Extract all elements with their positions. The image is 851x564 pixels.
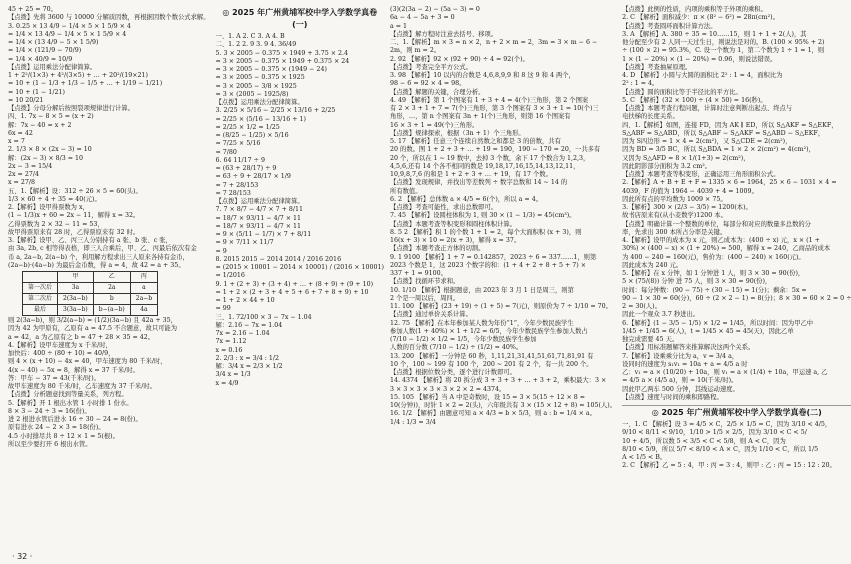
answer-line: 20 个，所以在 1 ~ 19 数中，去掉 3 个数，余下 17 个数合为 1,2,3， <box>390 154 590 162</box>
answer-line: = 7 28/153 <box>215 189 251 197</box>
answer-line: 4.【解析】设甲的成本为 x 元，则乙成本为：(400 ÷ x) 元，x × (1 + <box>622 237 820 244</box>
answer-line: 原有进水 24 − 2 × 3 = 18(份)。 <box>8 424 105 432</box>
answer-line: 【点拨】解题的关键，合理分析。 <box>390 88 485 96</box>
answer-line: 四、1. 7x − 8 × 5 = (x + 2) <box>8 113 94 121</box>
answer-line: = 2/25 × (5/16 − 13/16 + 1) <box>215 115 306 123</box>
answer-line: x = 4/9 <box>215 379 239 387</box>
answer-line: 因此阴影部分面积为 3.2 cm²。 <box>622 162 712 170</box>
answer-line: 2. 1/3 × 8 × (2x − 3) = 10 <box>8 146 92 154</box>
answer-line: 4. D 【解析】小圆与大圆的面积比 2² : 1 = 4，面积比为 <box>622 72 783 79</box>
table-cell: 2(3a−b) <box>58 294 94 305</box>
answer-line: 2² : 1 = 4。 <box>622 80 659 88</box>
section-title-exam-1: ◎ 2025 年广州黄埔军校中学入学数学真卷(一) <box>222 8 378 29</box>
answer-line: 9. 1 + (2 + 3) + (3 + 4) + … + (8 + 9) + (9 + 10) <box>215 280 374 288</box>
answer-line: 6a − 4 − 5a + 3 = 0 <box>390 14 455 22</box>
table-row <box>23 294 158 305</box>
answer-line: 【点拨】运用乘法分配律简算。 <box>8 63 97 71</box>
answer-line: 1/3 × 60 ÷ 4 + 35 = 40(元)。 <box>8 195 101 203</box>
answer-line: 故甲车速度为 80 千米/时，乙车速度为 37 千米/时。 <box>8 383 156 390</box>
answer-line: 【点拨】先将 3600 与 10000 分解质因数，再根据因数个数公式求解。 <box>8 14 210 22</box>
answer-line: 7x = 2.16 − 1.04 <box>215 330 270 337</box>
answer-line: 5. C 【解析】(32 × 100) ÷ (4 × 50) = 16(秒)。 <box>622 96 767 104</box>
table-cell: b−(a−b) <box>93 305 130 316</box>
answer-line: 【点拨】本题考查行程问题，计算时注意判断出起点、终点与 <box>622 105 793 112</box>
answer-line: 一、1. A 2. C 3. A 4. B <box>215 33 285 40</box>
answer-line: 【点拨】分析题意找到等量关系，列方程。 <box>8 391 128 399</box>
answer-line: 【点拨】考查圆环面积计算方法。 <box>622 22 717 30</box>
table-cell: 第二次后 <box>23 294 58 305</box>
answer-line: = 9 × 7/11 × 11/7 <box>215 239 274 247</box>
answer-line: 3 × 3 × 3 × 3 × 3 × 2 × 2 = 4374。 <box>390 385 506 393</box>
answer-line: 4,5,6,还有 14 个各不相同的数是 19,18,17,16,15,14,13,12,11， <box>390 162 580 170</box>
answer-line: 时间：每分钟数：(90 − 75) ÷ (30 − 15) = 1(分)；剩余：5x ≈ <box>622 286 807 294</box>
answer-line: 5 × (75/(8)) 分钟 进 75 人，则 3 × 30 = 90(份)， <box>622 278 772 286</box>
answer-line: 2. 92 【解析】92 × (92 + 90) ÷ 4 = 92(个)。 <box>390 55 529 63</box>
answer-line: 1 × (1 − 20%) × (1 − 20%) = 0.96，则说法错误。 <box>622 55 777 63</box>
answer-line: 9/10 < 8/11 < 9/10，1/10 > 1/5 × 2/5，因为 3/10 < C < 5/ <box>622 429 807 437</box>
page-number: · 32 · <box>12 552 33 561</box>
answer-line: 5. 17 【解析】任意三个连续自然数之和都是 3 的倍数，共有 <box>390 138 561 145</box>
answer-line: 【点拨】考查完全平方公式。 <box>390 63 472 71</box>
table-cell: 2a−b <box>130 294 157 305</box>
table-cell: 3(3a−b) <box>58 305 94 316</box>
answer-line: ÷ (100 × 2) = 95.3%，C. 设一个数为 1，第二个数为 1 ÷ 1 = 1，则 <box>622 47 825 55</box>
answer-line: 2.【解析】设甲得票数为 x， <box>8 204 89 211</box>
answer-line: 因为 42 为甲原有，乙原有 a = 47.5 不合题意，故只可能为 <box>8 325 178 333</box>
answer-line: 1 + 2²/(1×3) + 4²/(3×5) + … + 20²/(19×21) <box>8 72 149 79</box>
answer-line: 二、1.【解析】m × 3 = n × 2，n + 2 × m = 2，3m = 3 × m − 6 − <box>390 39 598 46</box>
answer-line: 又因为 S△AFD = 8 × 1/(1+3) = 2(cm²)， <box>622 154 750 162</box>
answer-line: 有 2 × 3 + 1 + 7 = 7(个)三角形，第 3 个图案有 3 × 3 + 1 = 10(个)三 <box>390 105 599 112</box>
answer-line: 故书店原来有(从小麦数学)1200 本。 <box>622 212 727 220</box>
answer-line: 6. 2 【解析】总体数 a × 4/5 = 6(个)，所以 a = 4。 <box>390 195 543 203</box>
answer-line: 电扶梯的长度关系。 <box>622 113 679 121</box>
answer-line: 3. 2/25 × 5/16 − 2/25 × 13/16 + 2/25 <box>215 107 336 115</box>
answer-line: = 1/4 × 13 4/9 − 1/4 × 5 × 1 5/9 × 4 <box>8 30 127 38</box>
table-row <box>23 283 158 294</box>
table-cell: 第一次后 <box>23 283 58 294</box>
answer-line: 设同时的速度为 s₁v₁ = 10a + a = 4/5 a 时 <box>622 360 748 368</box>
answer-line: 4.5 小时排尽共 8 ÷ 12 × 1 = 5(根)。 <box>8 432 119 440</box>
answer-line: 所有数值。 <box>390 187 422 195</box>
answer-line: = 7 + 28/153 <box>215 181 259 189</box>
answer-line: = (8/25 − 1/25) × 5/16 <box>215 132 289 139</box>
answer-line: x = 7 <box>8 138 25 145</box>
answer-line: 因此一个观众 3.7 秒进出。 <box>622 311 700 319</box>
answer-line: 6.【解析】(1 − 3/5 − 1/5) × 1/2 = 1/45，所以时间：因为甲乙中 <box>622 319 814 327</box>
answer-line: 16(x + 3) × 10 = 2(x + 3)，解得 x = 37。 <box>390 237 521 244</box>
answer-line: = 3 × 2005 − 0.375 × 1925 <box>215 74 305 82</box>
answer-line: 10 + 4/5，所以数 5 < 3/5 < C < 5/8，则 A < C，因为 <box>622 437 786 445</box>
table-cell: 最后 <box>23 305 58 316</box>
answer-line: (7/10 − 1/2) × 1/2 = 1/5，今年少数民族学生参加 <box>390 336 537 343</box>
answer-line: = (63 + 28/17) ÷ 9 <box>215 165 277 172</box>
answer-line: 5.【解析】在 x 分钟，如 1 分钟进 1 人，则 3 × 30 = 90(份)， <box>622 270 805 277</box>
answer-line: = 9 <box>215 247 227 255</box>
column-2 <box>216 6 385 548</box>
answer-line: 【点拨】此例的性质，内项的乘积等于外项的乘积。 <box>622 6 767 13</box>
answer-line: 【点拨】根据位数分类，逐个进行计数即可。 <box>390 369 516 376</box>
table-header-cell: 丙 <box>130 272 157 283</box>
column-4 <box>622 6 851 548</box>
answer-line: 2 个是一周以后，周四。 <box>390 294 459 302</box>
answer-line: = 1/2016 <box>215 272 245 280</box>
answer-line: 2x = 27/4 <box>8 171 39 178</box>
answer-line: 7. 45 【解析】设圆柱体积为 1, 则 30 × (1 − 1/3) = 45(cm³)。 <box>390 212 576 220</box>
answer-line: = 1 + 2 × (2 + 3 + 4 + 5 + 6 + 7 + 8 + 9) + 10 <box>215 288 369 296</box>
answer-line: 10 个，100 ~ 199 有 100 个，200 ~ 201 有 2 个，有一共 200 个。 <box>390 360 593 368</box>
answer-line: 1/4 : 1/3 = 3/4 <box>390 418 436 426</box>
answer-line: = 3 × 2005 − 0.375 × 1949 + 0.375 × 24 <box>215 57 350 65</box>
answer-line: a = 1 <box>390 22 408 30</box>
answer-line: = 63 ÷ 9 + 28/17 × 1/9 <box>215 173 291 181</box>
table-cell: a <box>130 283 157 294</box>
answer-line: 12. 75 【解析】在本年参加某人数为年份“1”，今年少数民族学生 <box>390 319 574 327</box>
answer-line: = 99 <box>215 305 231 313</box>
table-cell: 3a <box>58 283 94 294</box>
answer-line: = 7/25 × 5/16 <box>215 140 261 148</box>
answer-line: 【点拨】发现规律，并找出等差数列 ÷ 数字总数和 14 ~ 14 的 <box>390 179 568 187</box>
answer-line: 加快后：400 ÷ (80 + 10) = 40/9， <box>8 350 115 357</box>
answer-line: 2. 2/3 : x = 3/4 : 1/2 <box>215 354 279 362</box>
answer-line: 【点拨】找循环节求和。 <box>390 278 460 286</box>
answer-line: 10(分钟))，时针 1 × 2 = 2(头)，六年级共有 3 × (15 × 12 + 8) = 105(人)。 <box>390 402 617 409</box>
answer-line: 3.【解析】设甲、乙、丙三人分别持有 a 张、b 张、c 张， <box>8 237 172 244</box>
answer-line: 解：(2x − 3) × 8/3 = 10 <box>8 154 84 162</box>
answer-line: (3)(2(3a − 2) − (5a − 3) = 0 <box>390 6 480 13</box>
answer-line: 2023 个数是 1，这 2023 个数字的和：(1 + 4 + 2 + 8 + 5 + 7) × <box>390 261 586 269</box>
answer-line: 【点拨】明确计算一个整数的单位，每部分和对应的数量多总数的分 <box>622 220 811 228</box>
answer-line: 解：3/4 x = 2/3 × 1/2 <box>215 363 283 370</box>
answer-line: = 1/4 × (121/9 − 70/9) <box>8 47 82 55</box>
answer-line: = 1 + 2 × 44 + 10 <box>215 297 275 304</box>
answer-line: 11. 100 【解析】(23 + 19) ÷ (1 + 5) = 7(元)，则原价为 7 ÷ 1/10 = 70。 <box>390 303 612 310</box>
answer-line: 5.【解析】开 1 根出水管 1 小时排 1 份水。 <box>8 399 133 407</box>
answer-line: A < 1/5 < B。 <box>622 454 667 461</box>
answer-line: 故甲得票原来有 28 时，乙得票原来有 32 时。 <box>8 228 140 236</box>
answer-line: = 3 × (2005 − 1925/8) <box>215 90 289 98</box>
answer-line: 4.【解析】设甲车速度为 x 千米/时， <box>8 341 112 349</box>
answer-line: 8. 2015 2015 − 2014 2014 / 2016 2016 <box>215 255 342 263</box>
answer-line: 7x = 1.12 <box>215 338 247 346</box>
answer-line: 进 2 根进水管后进水 16 ÷ 30 − 24 = 8(份)。 <box>8 416 142 423</box>
answer-line: 参加人数(1 + 40%) × 1 + 1/2 = 6/5，今年少数民族学生参加人数占 <box>390 327 588 335</box>
answer-line: 16 × 3 + 1 = 49(个)三角形。 <box>390 121 479 129</box>
section-title-exam-2: ◎ 2025 年广州黄埔军校中学入学数学真卷(二) <box>622 405 851 419</box>
gold-coins-table <box>22 271 158 316</box>
answer-line: 2.【解析】A + B + E + F = 1335 × 6 = 1964，25 × 6 − 1031 × 4 = <box>622 179 837 187</box>
answer-line: = 4/5 a × (4/5 a)，则 ≈ 10(千米/时)。 <box>622 377 738 385</box>
answer-line: 20 的数。图 1 + 2 + 3 + … + 19 = 190，190 − 170 = 20，一共多有 <box>390 146 601 154</box>
answer-line: 【点拨】圆的面积比等于半径比的平方比。 <box>622 88 742 96</box>
answer-line: 【点拨】通过单价关系计算。 <box>390 311 472 319</box>
answer-line: 4039，F 的值为 1964 − 4039 + 4 = 1009。 <box>622 187 758 195</box>
answer-line: 则 2(3a−b)，则 3/2(a−b) = (1/2)(3a−b) 且 42a + 35， <box>8 317 177 324</box>
answer-line: 因此甲乙两车 500 分钟，其线运动速度。 <box>622 385 739 393</box>
answer-line: 9. 1 9100 【解析】1 + 7 = 0.142857，2023 ÷ 6 = 337……1，则第 <box>390 253 597 261</box>
answer-line: 【点拨】分母分解后按照裂项规律进行计算。 <box>8 105 134 112</box>
answer-line: 【点拨】本题考查正方体的切割。 <box>390 245 485 253</box>
answer-line: 则 4 × (x + 10) − 4x = 40，甲车速度为 80 千米/时， <box>8 358 167 366</box>
answer-line: 四、1.【解析】如图，连接 FD，因为 AK ∥ ED，所以 S△AKF = S△EKF， <box>622 121 838 129</box>
table-row <box>23 305 158 316</box>
answer-line: = 10 + (1 − 1/3 + 1/3 − 1/5 + … + 1/19 − 1/21) <box>8 80 163 88</box>
answer-line: = (2015 × 10001 − 2014 × 10001) / (2016 × 10001) <box>215 264 385 271</box>
answer-line: 3.【解析】300 × (2/3 − 3/5) = 1200(本)。 <box>622 204 752 211</box>
answer-line: 因此所有点的平均数为 1009 × 75。 <box>622 195 727 203</box>
answer-line: = 3 × 2005 − 3/8 × 1925 <box>215 82 297 90</box>
answer-line: 1/45 + 1/45 = 6(人)，t = 1/45 × 45 = 45(天)，因此乙单 <box>622 327 794 335</box>
answer-line: 2. C 【解析】面积减少：π × (8² − 6²) = 28π(cm²)。 <box>622 14 779 22</box>
answer-line: x = 0.16 <box>215 346 243 354</box>
answer-line: S△ABF = S△ABD，所以 S△ABF − S△AKF = S△ABD − S△EKF， <box>622 129 825 137</box>
answer-line: 4. 49 【解析】第 1 个图案有 1 + 3 + 4 = 4(个)三角形，第 2 个图案 <box>390 96 589 104</box>
answer-line: 2m，则 m = 2。 <box>390 47 441 55</box>
answer-line: 13. 200 【解析】一分钟是 60 秒，1,11,21,31,41,51,61,71,81,91 有 <box>390 352 594 360</box>
answer-line: 率，先求出 300 本所占分率是关键。 <box>622 228 727 236</box>
answer-line: 一、1. C 【解析】设 3 = 4/5 × C，2/5 × 1/5 = C，因为 3/10 < 4/5， <box>622 421 832 428</box>
answer-line: 3. 0.25 × 13 4/9 − 1/4 × 5 × 1 5/9 × 4 <box>8 22 131 30</box>
answer-line: = 3 × 2005 − 0.375 × (1949 − 24) <box>215 66 327 73</box>
answer-line: = 7/80 <box>215 148 237 156</box>
answer-line: 【点拨】规律探索，根据（3n + 1）个三角形。 <box>390 129 525 137</box>
answer-line: 乙得票数为 2 × 32 − 11 = 53， <box>8 220 104 228</box>
answer-line: 6. 64 11/17 ÷ 9 <box>215 156 265 164</box>
answer-line: 因此成本为 240 元。 <box>622 261 683 269</box>
answer-line: = 10 20/21 <box>8 96 44 104</box>
answer-line: = 18/7 × 93/11 − 4/7 × 11 <box>215 222 302 230</box>
answer-line: 因为 S四边形 = 1 × 4 = 2(cm²)，又 S△CDE = 2(cm²)， <box>622 138 792 145</box>
answer-line: 五、1.【解析】设：312 ÷ 26 × 5 = 60(头)。 <box>8 187 142 195</box>
answer-line: 90 − 1 × 30 = 60(分)，60 ÷ (2 × 2 − 1) = 8(分)；8 × 30 = 60 × 2 = 0 ÷ <box>622 294 851 302</box>
answer-line: 【点拨】本题考查等积变形和圆柱体积计算。 <box>390 220 516 228</box>
answer-line: 【点拨】速度与时间的乘积即路程。 <box>622 393 723 401</box>
answer-line: 因为 BD = 3/5 BC，所以 S△BDA = 1 × 2 × 2(cm²) = 4(cm²)， <box>622 146 815 154</box>
answer-line: 98 − 6 = 92 × 4 = 98。 <box>390 80 466 88</box>
answer-line: (2a−b)·(4a−b) 为最后金币数，得 a = 4，故 42 = a + 35。 <box>8 261 185 269</box>
answer-line: 三、1. 72/100 × 3 − 7x − 1.04 <box>215 313 312 321</box>
answer-line: 3. A 【解析】A. 380 ÷ 35 = 10……15，则 1 + 1 + 2(人)，其 <box>622 30 807 38</box>
answer-line: x = 27/8 <box>8 179 35 187</box>
answer-line: 【点拨】运用乘法分配律简算。 <box>215 99 304 106</box>
answer-line: 所以至少要打开 6 根出水管。 <box>8 440 92 448</box>
answer-line: 3. 98 【解析】10 以内的合数是 4,6,8,9,9 和 8 这 9 和 4 两个， <box>390 72 575 79</box>
answer-line: 15. 105 【解析】当 A 中是奇数时，设 15 = 3 × 5(15 ÷ 12 × 8 = <box>390 393 586 401</box>
answer-line: 【点拨】考查可能性，求出总数即可。 <box>390 204 498 211</box>
answer-line: = 1/4 × (13 4/9 − 5 × 1 5/9) <box>8 39 99 46</box>
answer-line: 解：2.16 − 7x = 1.04 <box>215 321 283 329</box>
answer-line: 7.【解析】设乘乘分比为 a，v = 3/4 a， <box>622 352 739 360</box>
answer-line: (1 − 1/3)x + 60 = 2x − 11，解得 x = 32。 <box>8 212 140 220</box>
answer-line: 5. 3 × 2005 − 0.375 × 1949 + 3.75 × 2.4 <box>215 49 349 57</box>
answer-line: 2. C 【解析】乙 = 5 : 4，甲 : 丙 = 3 : 4，则甲 : 乙 : 丙 = 15 : 12 : 20。 <box>622 462 836 470</box>
answer-line: 独完成需要 45 天。 <box>622 336 679 343</box>
answer-line: = 2/25 × 1/2 = 1/25 <box>215 123 280 131</box>
answer-line: 【点拨】用标准题解答来推算解决这两个关系。 <box>622 344 755 352</box>
answer-line: 8/10 < 5/9，所以 5/7 < 8/10 < A × C，因为 1/10 < C，所以 1/5 <box>622 445 819 453</box>
answer-line: 8 × 3 − 24 ÷ 3 = 16(份)。 <box>8 407 91 415</box>
answer-line: 6x = 42 <box>8 129 33 137</box>
answer-line: 10. 1/10 【解析】根据题意，由 2023 年 3 月 1 日是周三，则第 <box>390 286 574 294</box>
table-cell: b <box>93 294 130 305</box>
table-header-cell: 甲 <box>58 272 94 283</box>
answer-line: 16. 1/2 【解析】由题意可知 a × 4/3 = b × 5/3，则 a : b = 1/4 × a。 <box>390 410 596 418</box>
answer-line: 45 + 25 = 70。 <box>8 6 57 13</box>
answer-line: 人数的百分数 (7/10 − 1/2) ÷ (1/2) = 40%。 <box>390 344 523 352</box>
answer-line: 2 = 30(人)。 <box>622 303 661 310</box>
column-3 <box>390 6 616 548</box>
answer-line: 8. 5 2 【解析】积 1 的个数 1 + 1 = 2，每个大面积积 (x + 3)，则 <box>390 228 582 236</box>
table-header-cell <box>23 272 58 283</box>
answer-line: 【点拨】本题考查等积变形，正确运用三角形面积公式。 <box>622 171 780 178</box>
answer-line: 【点拨】运用乘法分配律简算。 <box>215 198 304 205</box>
answer-line: = 1/4 × 40/9 = 10/9 <box>8 55 73 63</box>
answer-line: 4(x − 40) − 5x = 8，解得 x = 37 千米/时。 <box>8 366 139 374</box>
answer-line: 答：甲车 − 37 = 43(千米/时)。 <box>8 374 100 382</box>
answer-line: 他分配至少有 2 人同一天过生日，则说法是对的。B. (100 × 95% + 2) <box>622 39 825 46</box>
answer-line: 14. 4374 【解析】将 20 拆分成 3 + 3 + 3 + … + 3 + 2，乘积最大：3 × <box>390 377 607 385</box>
answer-line: 解：7x − 40 = x + 2 <box>8 121 72 129</box>
answer-line: = 10 + (1 − 1/21) <box>8 88 65 96</box>
answer-line: 币 a, 2a−b, 2(a−b) 个，利用解方程求出三人原来各持有金币， <box>8 253 189 261</box>
answer-line: 二、1. 2 2. 9 3. 9 4. 36/49 <box>215 41 297 49</box>
answer-line: 337 + 1 = 9100。 <box>390 270 447 277</box>
column-1 <box>8 6 210 548</box>
answer-line: 为 400 − 240 = 160(元)，售价为：(400 − 240) × 160(元)。 <box>622 253 805 261</box>
answer-line: 7. 7 × 8/7 − 4/7 × 7 + 8/11 <box>215 206 304 214</box>
answer-line: a = 42，a 为乙原有之 b ≈ 47 + 28 × 35 = 42。 <box>8 333 155 341</box>
answer-line: 2x − 3 = 15/4 <box>8 162 53 170</box>
answer-line: 角形，…，第 n 个图案有 3n + 1(个)三角形，则第 16 个图案有 <box>390 113 571 121</box>
answer-line: 【点拨】考查抽屉原理。 <box>622 63 692 71</box>
answer-line: 乙：v₁ = a × (10/20) + 10a，则 v₁ = a × (1/4) + 10a，甲运速 a, 乙 <box>622 369 828 376</box>
answer-line: 3/4 x = 1/3 <box>215 371 251 379</box>
answer-line: 由 3a, 2b, c 相等得表格，即三人合乘后，甲、乙、丙最后依次有金 <box>8 245 197 253</box>
answer-line: = 9 × (5/11 − 1/7) × 7 + 8/11 <box>215 231 312 238</box>
table-cell: 4a <box>130 305 157 316</box>
table-cell: 2a <box>93 283 130 294</box>
answer-line: 30%) × (400 − x) × (1 + 20%) = 500，解得 x = 240，乙商品的成本 <box>622 245 831 253</box>
answer-line: 【点拨】解方程时注意去括号、移项。 <box>390 30 498 38</box>
answer-line: = 18/7 × 93/11 − 4/7 × 11 <box>215 214 302 222</box>
table-header-cell: 乙 <box>93 272 130 283</box>
answer-line: 10,9,8,7,6 的和是 1 + 2 + 3 + … + 19，有 17 个数。 <box>390 171 552 178</box>
